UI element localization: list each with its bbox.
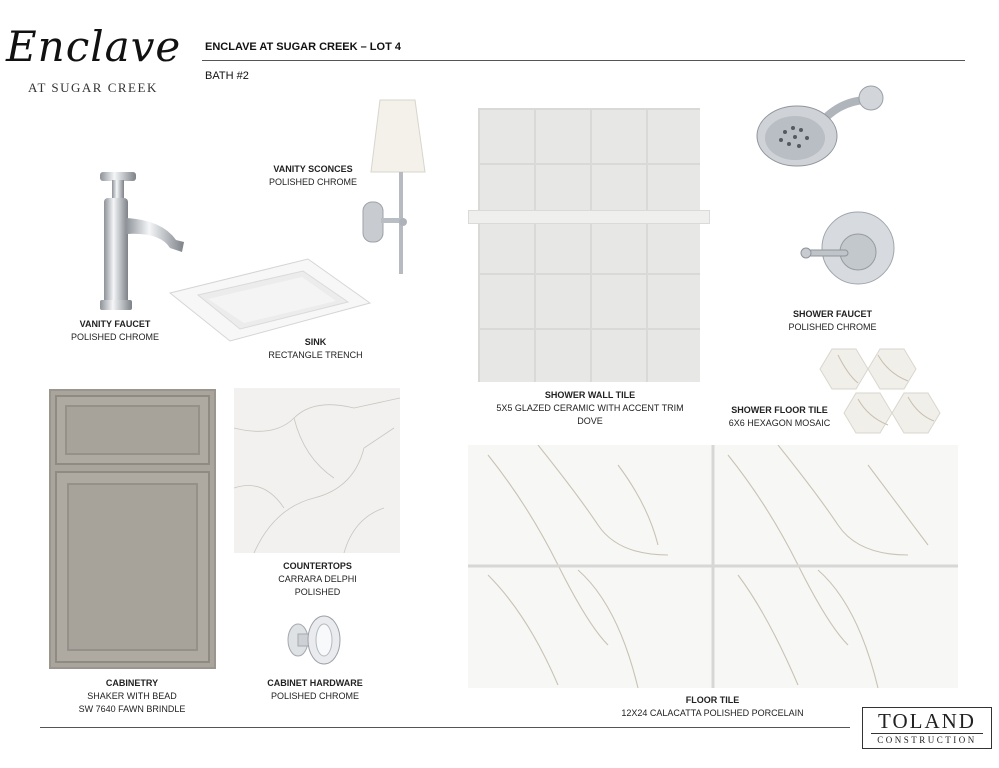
cabinetry-label: CABINETRY SHAKER WITH BEAD SW 7640 FAWN BRINDLE: [78, 678, 186, 714]
floor-tile-swatch: [468, 445, 958, 688]
toland-sub: CONSTRUCTION: [871, 733, 983, 746]
cabinet-knob-image: [284, 612, 344, 668]
cabinet-hardware-label: CABINET HARDWARE POLISHED CHROME: [267, 678, 363, 701]
shower-faucet-image: [798, 208, 898, 288]
vanity-faucet-label: VANITY FAUCET POLISHED CHROME: [70, 319, 159, 342]
cabinet-door-swatch: [49, 389, 216, 669]
vanity-sconces-label: VANITY SCONCES POLISHED CHROME: [268, 164, 357, 187]
shower-wall-tile-swatch: [478, 108, 700, 382]
accent-trim: [468, 210, 710, 224]
toland-construction-logo: [862, 707, 992, 749]
shower-floor-tile-label: SHOWER FLOOR TILE 6X6 HEXAGON MOSAIC: [728, 405, 831, 428]
toland-name: TOLAND: [878, 709, 976, 733]
countertop-swatch: [234, 388, 400, 553]
logo-subtitle: AT SUGAR CREEK: [28, 80, 158, 95]
logo-script: Enclave: [6, 22, 182, 71]
sink-label: SINK RECTANGLE TRENCH: [268, 337, 363, 360]
page-title: ENCLAVE AT SUGAR CREEK – LOT 4: [205, 41, 401, 53]
footer-divider: [40, 727, 850, 728]
shower-wall-tile-label: SHOWER WALL TILE 5X5 GLAZED CERAMIC WITH ACCENT TRIM DOVE: [496, 390, 684, 426]
shower-head-image: [755, 82, 885, 182]
drawer-front: [55, 395, 210, 465]
header-divider: [202, 60, 965, 61]
countertops-label: COUNTERTOPS CARRARA DELPHI POLISHED: [278, 561, 357, 597]
page-subtitle: BATH #2: [205, 70, 249, 82]
sink-image: [168, 255, 373, 345]
floor-tile-label: FLOOR TILE 12X24 CALACATTA POLISHED PORCELAIN: [621, 695, 804, 718]
door-panel: [55, 471, 210, 663]
shower-faucet-label: SHOWER FAUCET POLISHED CHROME: [788, 309, 877, 332]
